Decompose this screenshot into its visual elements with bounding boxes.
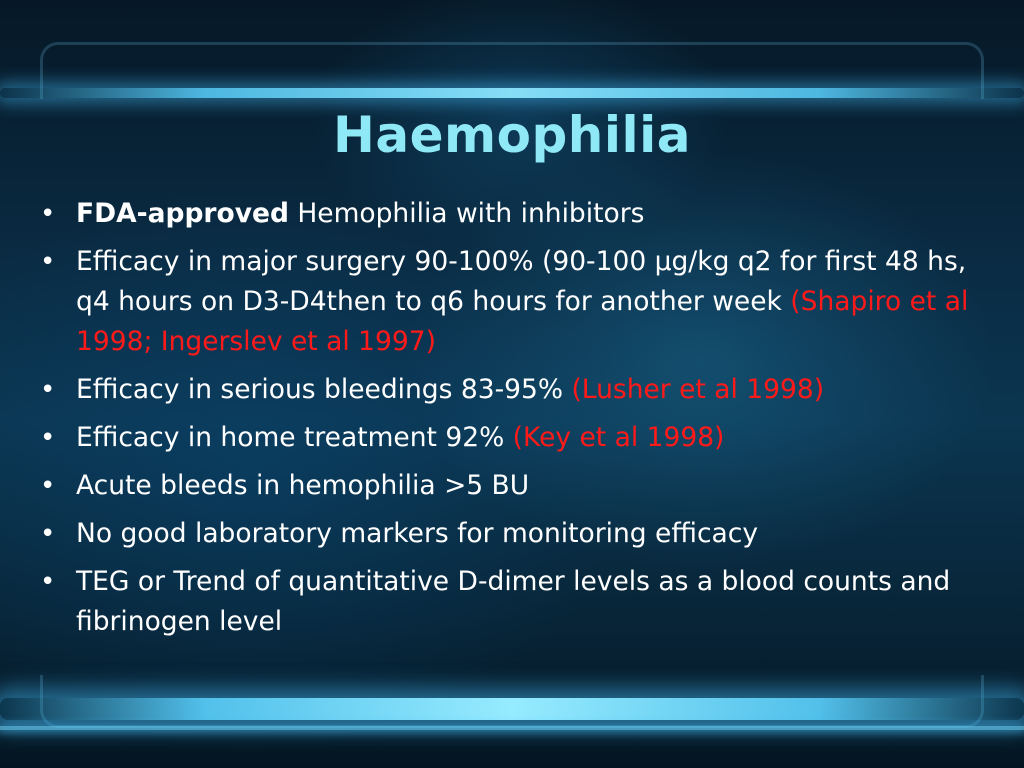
bullet-reference: (Shapiro et al 1998; Ingerslev et al 1997) [76, 286, 969, 357]
bullet-text: Acute bleeds in hemophilia >5 BU [76, 470, 530, 501]
bullet-marker: • [40, 199, 56, 229]
decorative-glow-line-bottom [0, 698, 1024, 720]
bullet-list [38, 194, 998, 650]
bullet-marker: • [40, 247, 56, 277]
bullet-item [38, 370, 998, 410]
bullet-marker: • [40, 519, 56, 549]
bullet-item [38, 242, 998, 362]
bullet-marker: • [40, 375, 56, 405]
bullet-reference: (Key et al 1998) [512, 422, 725, 453]
decorative-glow-line-top [0, 88, 1024, 98]
bullet-marker: • [40, 423, 56, 453]
bullet-text: Hemophilia with inhibitors [288, 198, 645, 229]
bullet-text: Efficacy in serious bleedings 83-95% [76, 374, 572, 405]
bullet-bold-text: FDA-approved [76, 198, 289, 229]
bullet-marker: • [40, 567, 56, 597]
bullet-reference: (Lusher et al 1998) [571, 374, 825, 405]
bullet-item [38, 194, 998, 234]
decorative-glow-line-bottom-thin [0, 726, 1024, 730]
slide-title: Haemophilia [333, 106, 691, 164]
bullet-text: Efficacy in major surgery 90-100% (90-100 µg/kg q2 for first 48 hs, q4 hours on D3-D4then to q6 hours for another week [76, 246, 967, 317]
bullet-text: TEG or Trend of quantitative D-dimer levels as a blood counts and fibrinogen level [76, 566, 951, 637]
bullet-text: No good laboratory markers for monitoring efficacy [76, 518, 759, 549]
bullet-text: Efficacy in home treatment 92% [76, 422, 513, 453]
bullet-item [38, 418, 998, 458]
bullet-marker: • [40, 471, 56, 501]
bullet-item [38, 514, 998, 554]
bullet-item [38, 562, 998, 642]
bullet-item [38, 466, 998, 506]
